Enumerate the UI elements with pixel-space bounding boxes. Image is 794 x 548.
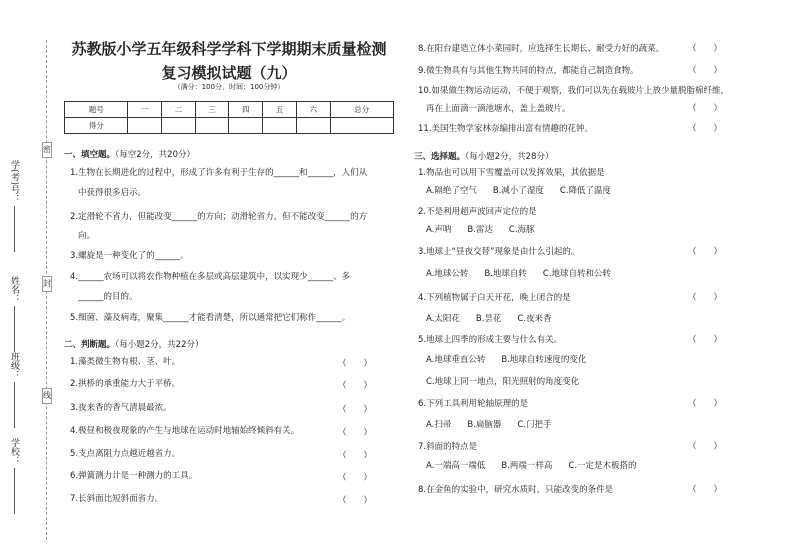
answer-parenthesis[interactable]: （ ） [688,104,723,114]
choice-option[interactable]: B.地球自转 [484,269,527,279]
choice-question: 6.下列工具利用轮轴原理的是 [418,399,529,409]
section3-title: 三、选择题。 [414,152,466,162]
judge-question: 9.微生物具有与其他生物共同的特点，都能自己制造食物。 [418,66,639,76]
score-table-header-row [65,102,394,118]
choice-options [426,312,568,324]
choice-option[interactable]: A.太阳花 [426,314,460,324]
choice-options [426,418,568,430]
score-header-cell: 题号 [65,102,128,118]
fill-question: ______的目的。 [78,292,138,302]
judge-question: 5.支点离阻力点越近越省力。 [70,449,181,459]
judge-question: 11.美国生物学家林奈编排出富有情趣的花钟。 [418,124,594,134]
choice-options [426,267,627,279]
choice-option[interactable]: A.一端高一端低 [426,461,486,471]
judge-question: 7.长斜面比短斜面省力。 [70,494,164,504]
answer-parenthesis[interactable]: （ ） [688,66,723,76]
exam-note: （满分：100分，时间：100分钟） [173,83,285,91]
answer-parenthesis[interactable]: （ ） [688,399,723,409]
exam-title: 苏教版小学五年级科学学科下学期期末质量检测 [71,40,387,58]
answer-parenthesis[interactable]: （ ） [688,293,723,303]
choice-option[interactable]: B.扁脑器 [467,420,502,430]
score-row-label: 得分 [65,118,128,134]
section2-heading [64,338,204,350]
judge-question: 2.拱桥的承重能力大于平桥。 [70,379,181,389]
judge-question: 4.极昼和极夜现象的产生与地球在运动时地轴始终倾斜有关。 [70,426,300,436]
choice-option[interactable]: C.地球自转和公转 [542,269,612,279]
seal-mark-feng: 封 [42,276,52,292]
choice-option[interactable]: A.声呐 [426,225,452,235]
answer-parenthesis[interactable]: （ ） [338,496,373,506]
student-id-field: 学(考)号： [8,160,21,252]
score-cell[interactable] [195,118,229,134]
choice-question: 3.地球上“昼夜交替”现象是由什么引起的。 [418,247,580,257]
choice-option[interactable]: B.雷达 [467,225,493,235]
seal-mark-xian: 线 [42,388,52,404]
binding-margin [6,40,51,540]
choice-options [426,223,551,235]
answer-parenthesis[interactable]: （ ） [688,335,723,345]
judge-question: 10.如果做生物运动运动，不便于观察，我们可以先在载玻片上放少量脱脂棉纤维， [418,86,730,96]
score-table [64,101,394,134]
name-field: 姓名： [8,276,21,352]
choice-question: 8.在金鱼的实验中，研究水质时，只能改变的条件是 [418,485,614,495]
section2-points: （每小题2分，共22分） [115,340,204,350]
choice-option[interactable]: C.夜来香 [517,314,552,324]
score-header-cell: 四 [229,102,263,118]
answer-parenthesis[interactable]: （ ） [338,405,373,415]
judge-question: 1.藻类微生物有根、茎、叶。 [70,357,181,367]
choice-question: 5.地球上四季的形成主要与什么有关。 [418,335,563,345]
choice-option[interactable]: C.降低了温度 [559,186,612,196]
choice-option[interactable]: A.隔绝了空气 [426,186,477,196]
score-header-cell: 五 [263,102,297,118]
answer-parenthesis[interactable]: （ ） [338,381,373,391]
choice-option[interactable]: B.昙花 [475,314,502,324]
fill-question: 向。 [78,231,96,241]
answer-parenthesis[interactable]: （ ） [338,359,373,369]
choice-option[interactable]: A.地球公转 [426,269,469,279]
score-cell[interactable] [162,118,196,134]
judge-question: 3.夜来香的香气清晨最浓。 [70,403,172,413]
score-header-cell: 六 [296,102,330,118]
choice-options [426,353,602,365]
judge-question: 6.弹簧测力计是一种测力的工具。 [70,471,198,481]
score-header-cell: 总分 [330,102,393,118]
fill-question: 中获得很多启示。 [78,188,147,198]
score-cell[interactable] [296,118,330,134]
score-cell[interactable] [229,118,263,134]
answer-parenthesis[interactable]: （ ） [688,44,723,54]
choice-option[interactable]: A.地球垂直公转 [426,355,486,365]
section1-heading [64,148,195,160]
answer-parenthesis[interactable]: （ ） [338,428,373,438]
score-table-row [65,118,394,134]
answer-parenthesis[interactable]: （ ） [688,442,723,452]
school-field: 学校： [8,438,21,514]
score-header-cell: 三 [195,102,229,118]
choice-option[interactable]: C.地球上同一地点，阳光照射的角度变化 [426,377,580,387]
fill-question: 2.定滑轮不省力，但能改变______的方向；动滑轮省力，但不能改变______的方 [70,212,368,222]
score-cell[interactable] [128,118,162,134]
score-header-cell: 一 [128,102,162,118]
section3-heading [414,150,554,162]
choice-option[interactable]: A.扫帚 [426,420,452,430]
fill-question: 1.生物在长期进化的过程中，形成了许多有利于生存的______和______，人们从 [70,168,368,178]
answer-parenthesis[interactable]: （ ） [338,451,373,461]
choice-question: 7.斜面的特点是 [418,442,478,452]
score-cell[interactable] [263,118,297,134]
score-cell[interactable] [330,118,393,134]
answer-parenthesis[interactable]: （ ） [338,473,373,483]
choice-option[interactable]: C.一定是木板搭的 [568,461,637,471]
choice-options [426,375,595,387]
answer-parenthesis[interactable]: （ ） [688,124,723,134]
class-field: 班级： [8,352,21,428]
answer-parenthesis[interactable]: （ ） [688,247,723,257]
section1-points: （每空2分，共20分） [115,150,195,160]
score-header-cell: 二 [162,102,196,118]
section3-points: （每小题2分，共28分） [465,152,554,162]
choice-option[interactable]: B.两端一样高 [501,461,553,471]
fill-question: 4.______农场可以将农作物种植在多层或高层建筑中，以实现少______、多 [70,272,351,282]
choice-option[interactable]: B.地球自转速度的变化 [501,355,587,365]
seal-mark-mi: 密 [42,142,52,158]
fill-question: 5.细菌、藻及病毒，聚集______才能看清楚，所以通常把它们称作______。 [70,313,351,323]
choice-question: 2.不是利用超声波回声定位的是 [418,207,537,217]
exam-subtitle: 复习模拟试题（九） [161,64,297,82]
judge-question: 8.在阳台建造立体小菜园时，应选择生长期长、耐受力好的蔬菜。 [418,44,665,54]
judge-question: 再在上面滴一滴池塘水，盖上盖玻片。 [426,104,571,114]
choice-options [426,184,627,196]
fill-question: 3.螺旋是一种变化了的______。 [70,251,189,261]
choice-options [426,459,653,471]
section2-title: 二、判断题。 [64,340,116,350]
choice-question: 1.物品也可以用下雪覆盖可以发挥效果，其依据是 [418,168,605,178]
choice-option[interactable]: B.减小了湿度 [492,186,544,196]
choice-option[interactable]: C.门把手 [517,420,552,430]
section1-title: 一、填空题。 [64,150,116,160]
choice-option[interactable]: C.海豚 [508,225,535,235]
choice-question: 4.下列植物属于白天开花，晚上闭合的是 [418,293,571,303]
answer-parenthesis[interactable]: （ ） [688,485,723,495]
